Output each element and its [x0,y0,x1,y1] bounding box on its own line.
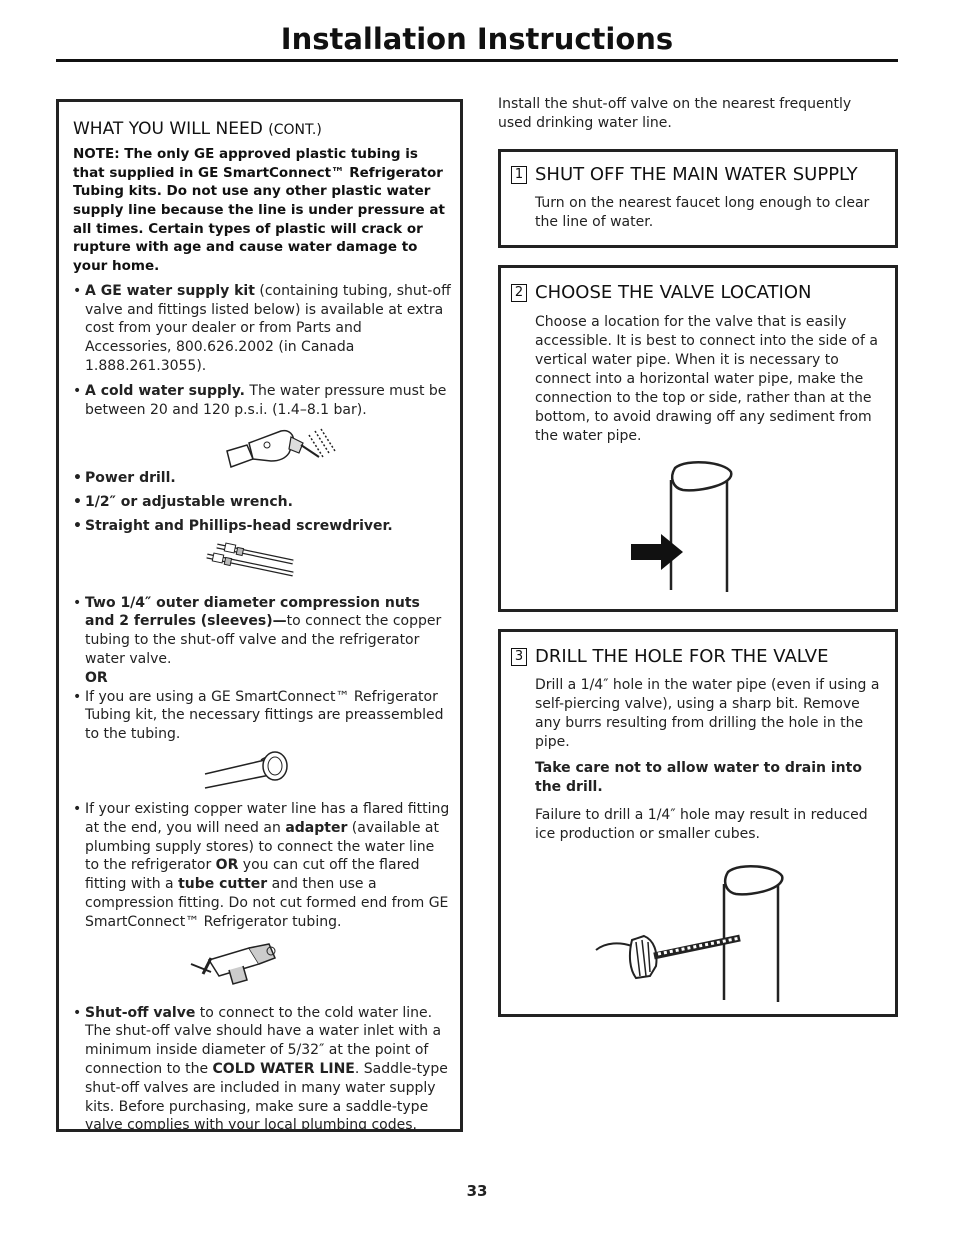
step-2-heading [511,282,812,303]
drill-row [73,419,451,469]
list-item-smartconnect: • If you are using a GE SmartConnect™ Refrigerator Tubing kit, the necessary fittings are preassembled to the tubing. [73,688,451,744]
list-item-kit [73,282,451,376]
title-rule [56,59,898,62]
flared-text-4: and then use a compression fitting. Do not cut formed end from GE SmartConnect™ Refrigerator tubing. [85,876,449,930]
nuts-label: Two 1/4″ outer diameter compression nuts and 2 ferrules (sleeves)— [85,594,420,630]
step-3-text: Drill a 1/4″ hole in the water pipe (even if using a self-piercing valve), using a sharp bit. Remove any burrs resulting from drilling the hole in the pipe. [535,677,880,750]
valve-text-2: . Saddle-type shut-off valves are included in many water supply kits. Before purchasing, make sure a saddle-type valve complies with your local plumbing codes. [85,1061,448,1134]
tubing-row [73,744,451,800]
step-3-number: 3 [511,648,527,666]
list-item-wrench: • 1/2″ or adjustable wrench. [73,493,451,512]
what-you-need-box [56,99,463,1132]
step-3-text-2: Failure to drill a 1/4″ hole may result in reduced ice production or smaller cubes. [535,807,868,842]
what-you-need-content [73,120,451,1135]
kit-text: (containing tubing, shut-off valve and fittings listed below) is available at extra cost from your dealer or from Parts and Accessories, 800.626.2002 (in Canada 1.888.261.3055). [85,282,451,374]
list-item-shutoff-valve [73,1004,451,1136]
or-label: OR [85,669,108,686]
arrow-right-icon [631,532,687,572]
valve-label: Shut-off valve [85,1004,196,1021]
step-2-number: 2 [511,284,527,302]
page-number: 33 [466,1182,488,1200]
valve-text-1: to connect to the cold water line. The shut-off valve should have a water inlet with a minimum inside diameter of 5/32″ at the point of connection to the [85,1004,442,1078]
water-pipe-icon [631,460,741,596]
cold-label: A cold water supply. [85,382,245,399]
flared-adapter: adapter [285,819,348,836]
shutoff-valve-icon [189,938,289,994]
step-2-text: Choose a location for the valve that is easily accessible. It is best to connect into the side of a vertical water pipe. When it is necessary to connect into a horizontal water pipe, make the connection to the top or side, rather than at the bottom, to avoid drawing off any sediment from the water pipe. [535,314,878,444]
step-1-number: 1 [511,166,527,184]
step-2-title: CHOOSE THE VALVE LOCATION [535,282,812,303]
step-3-heading [511,646,829,667]
valve-cold-line: COLD WATER LINE [212,1061,355,1078]
step-3-warning: Take care not to allow water to drain into the drill. [535,760,862,795]
tubing-end-icon [203,748,293,792]
flared-tube-cutter: tube cutter [178,876,268,893]
step-3-title: DRILL THE HOLE FOR THE VALVE [535,646,829,667]
heading-text: WHAT YOU WILL NEED [73,119,263,139]
list-item-flared-fitting [73,800,451,932]
heading-suffix: (CONT.) [268,122,322,138]
list-item-compression-nuts [73,594,451,669]
page-title: Installation Instructions [280,22,674,56]
drill-bit-icon [596,932,746,1000]
step-1-heading [511,164,858,185]
list-item-drill: • Power drill. [73,469,451,488]
list-item-screwdriver: • Straight and Phillips-head screwdriver. [73,517,451,536]
intro-text: Install the shut-off valve on the nearest frequently used drinking water line. [498,96,852,131]
flared-text-2: (available at plumbing supply stores) to connect the water line to the refrigerator [85,819,439,874]
step-1-text: Turn on the nearest faucet long enough to clear the line of water. [535,195,870,230]
cold-text: The water pressure must be between 20 and 120 p.s.i. (1.4–8.1 bar). [85,382,447,418]
valve-row [73,932,451,1004]
fittings-row [73,536,451,594]
kit-label: A GE water supply kit [85,282,255,299]
step-3-box [498,629,898,1017]
compression-fittings-icon [203,538,303,586]
list-item-cold-water [73,382,451,420]
flared-text-3: you can cut off the flared fitting with a [85,857,420,893]
step-2-box [498,265,898,612]
step-1-title: SHUT OFF THE MAIN WATER SUPPLY [535,164,858,185]
note-text: NOTE: The only GE approved plastic tubing is that supplied in GE SmartConnect™ Refrigerator Tubing kits. Do not use any other plastic water supply line because the line is under pressure at all times. Certain types of plastic will crack or rupture with age and cause water damage to your home. [73,145,445,275]
nuts-text: to connect the copper tubing to the shut-off valve and the refrigerator water valve. [85,613,442,668]
step-1-box [498,149,898,248]
flared-or: OR [215,857,239,874]
flared-text-1: If your existing copper water line has a flared fitting at the end, you will need an [85,801,450,836]
section-heading [73,120,451,140]
